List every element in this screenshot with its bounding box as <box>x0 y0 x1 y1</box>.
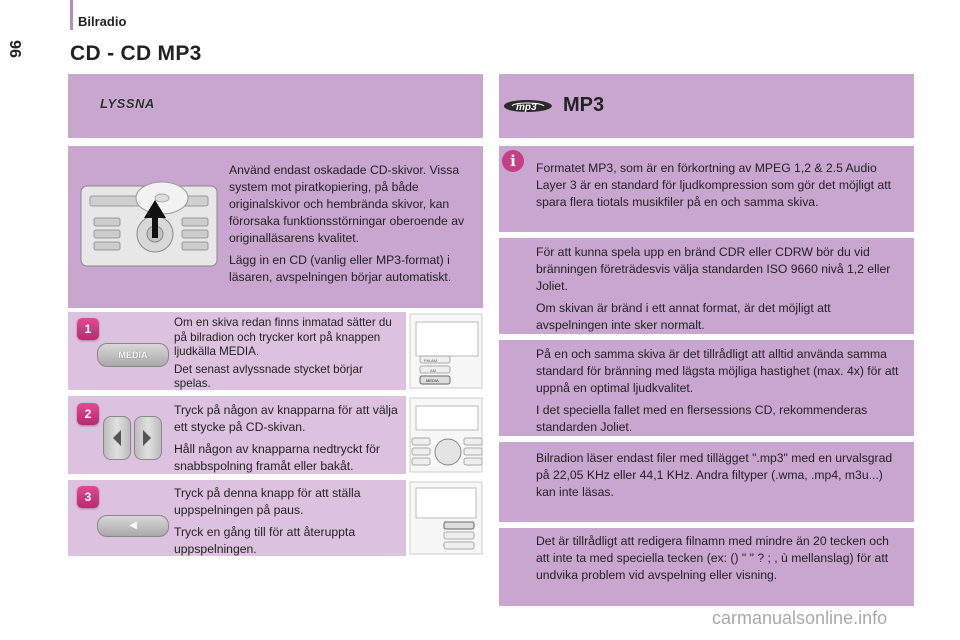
mp3-paragraph: Det är tillrådligt att redigera filnamn med mindre än 20 tecken och att inte ta med speciella tecken (ex: () " " ? ; , ù mellanslag) för att undvika problem vid avspelning eller visning. <box>536 534 889 582</box>
step-paragraph: Det senast avlyssnade stycket börjar spelas. <box>174 362 363 390</box>
radio-label-fm: FM-AM <box>424 358 438 363</box>
radio-cd-illustration <box>80 178 218 268</box>
step-1-badge: 1 <box>77 318 99 340</box>
step-3-text <box>174 485 402 563</box>
seek-arrows-icon <box>103 416 161 460</box>
intro-paragraph: Lägg in en CD (vanlig eller MP3-format) i läsaren, avspelningen börjar automatiskt. <box>229 253 452 284</box>
media-button-icon: MEDIA <box>97 343 169 367</box>
mp3-paragraph: Bilradion läser endast filer med tillägget ".mp3" med en urvalsgrad på 22,05 KHz eller 44,1 KHz. Andra filtyper (.wma, .mp4, m3u...) kan inte läsas. <box>536 451 893 499</box>
mp3-header-panel <box>499 74 914 138</box>
step-paragraph: Tryck på någon av knapparna för att välja ett stycke på CD-skivan. <box>174 403 398 434</box>
intro-text <box>229 162 477 291</box>
step-1-text <box>174 316 402 395</box>
mp3-paragraph: Formatet MP3, som är en förkortning av MPEG 1,2 & 2.5 Audio Layer 3 är en standard för ljudkompression som gör det möjligt att spara flera tiotals musikfiler på en och samma skiva. <box>536 161 891 209</box>
step-paragraph: Tryck på denna knapp för att ställa uppspelningen på paus. <box>174 486 361 517</box>
mp3-block-5 <box>536 533 898 589</box>
mp3-paragraph: På en och samma skiva är det tillrådligt att alltid använda samma standard för bränning med lägsta möjliga hastighet (max. 4x) för att uppnå en optimal ljudkvalitet. <box>536 347 899 395</box>
pause-button-icon: ◀ <box>97 515 169 537</box>
mp3-block-3 <box>536 346 908 441</box>
radio-label-am: AM <box>430 368 436 373</box>
step-paragraph: Håll någon av knapparna nedtryckt för snabbspolning framåt eller bakåt. <box>174 442 380 473</box>
step-2-text <box>174 402 402 480</box>
mp3-block-2 <box>536 244 898 339</box>
step-paragraph: Tryck en gång till för att återuppta uppspelningen. <box>174 525 356 556</box>
mp3-logo-text: mp3 <box>516 102 537 113</box>
mp3-block-1 <box>536 160 896 216</box>
step-2-badge: 2 <box>77 403 99 425</box>
radio-detail-2-illustration <box>408 396 484 474</box>
mp3-paragraph: Om skivan är bränd i ett annat format, är det möjligt att avspelningen inte sker normalt. <box>536 301 831 332</box>
section-title: Bilradio <box>78 14 127 29</box>
radio-panel-icon <box>408 396 484 474</box>
page-number: 96 <box>5 40 23 58</box>
radio-detail-3-illustration <box>408 480 484 556</box>
info-icon: i <box>502 150 524 172</box>
radio-panel-icon <box>408 312 484 390</box>
mp3-logo-icon <box>500 96 555 116</box>
radio-detail-1-illustration <box>408 312 484 390</box>
step-3-badge: 3 <box>77 486 99 508</box>
mp3-heading: MP3 <box>563 94 605 116</box>
intro-paragraph: Använd endast oskadade CD-skivor. Vissa system mot piratkopiering, på både originalskivor och hembrända skivor, kan förorsaka funktionsstörningar oberoende av originalläsarens kvalitet. <box>229 163 465 245</box>
page-title: CD - CD MP3 <box>70 42 202 65</box>
radio-cd-icon <box>80 178 218 268</box>
watermark: carmanualsonline.info <box>712 608 888 628</box>
mp3-block-4 <box>536 450 898 506</box>
section-marker <box>70 0 73 30</box>
mp3-paragraph: I det speciella fallet med en flersessions CD, rekommenderas standarden Joliet. <box>536 403 868 434</box>
step-paragraph: Om en skiva redan finns inmatad sätter du på bilradion och trycker kort på knappen ljudkälla MEDIA. <box>174 316 392 358</box>
radio-panel-icon <box>408 480 484 556</box>
mp3-paragraph: För att kunna spela upp en bränd CDR eller CDRW bör du vid bränningen företrädesvis välja standarden ISO 9660 nivå 1,2 eller Joliet. <box>536 245 891 293</box>
radio-label-media: MEDIA <box>426 378 439 383</box>
lyssna-heading: LYSSNA <box>100 96 155 111</box>
